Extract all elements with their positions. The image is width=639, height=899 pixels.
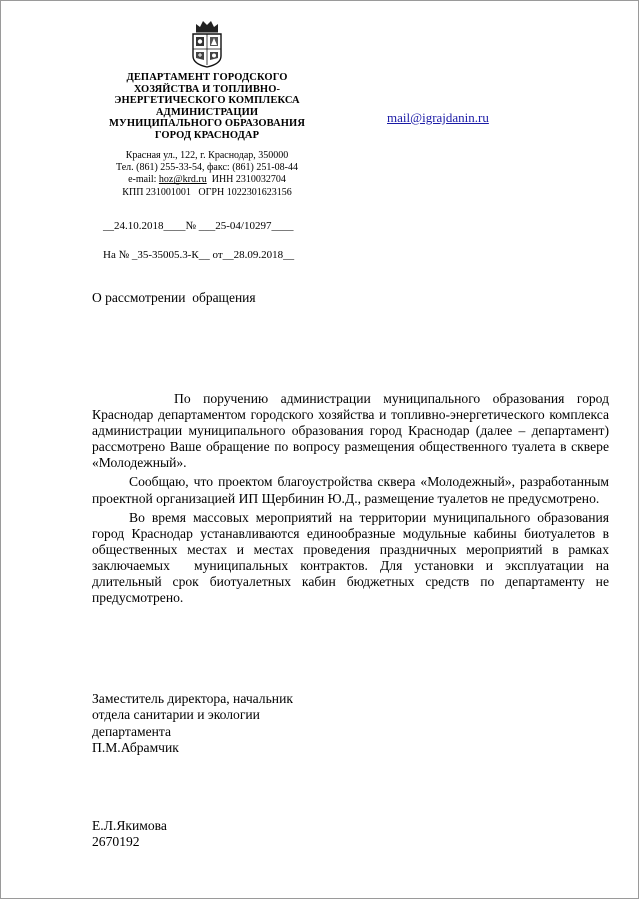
signature-block [92,691,293,757]
executor-block [92,818,167,851]
signatory-name: П.М.Абрамчик [92,740,179,756]
department-email-link[interactable]: hoz@krd.ru [158,174,207,186]
letter-subject: О рассмотрении обращения [92,290,256,305]
body-paragraph: Во время массовых мероприятий на территории муниципального образования город Краснодар устанавливаются единообразные модульные кабины биотуалетов в общественных местах и местах проведения праздничных мероприятий в рамках заключаемых муниципальных контрактов. Для установки и эксплуатации на длительный срок биотуалетных кабин бюджетных средств по департаменту не предусмотрено. [92,509,613,606]
body-paragraph: Сообщаю, что проектом благоустройства сквера «Молодежный», разработанным проектной организацией ИП Щербинин Ю.Д., размещение туалетов не предусмотрено. [92,474,609,506]
executor-name: Е.Л.Якимова [92,818,167,833]
org-line: ЭНЕРГЕТИЧЕСКОГО КОМПЛЕКСА [114,95,300,107]
signature-line: отдела санитарии и экологии [92,707,260,723]
phone-fax: Тел. (861) 255-33-54, факс: (861) 251-08-44 [115,162,299,174]
address: Красная ул., 122, г. Краснодар, 350000 [125,150,289,161]
letter-body [92,391,613,606]
kpp-ogrn: КПП 231001001 ОГРН 1022301623156 [122,186,292,198]
department-name [89,72,325,142]
department-contacts [89,150,325,199]
signature-line: Заместитель директора, начальник [92,691,293,706]
org-line: ДЕПАРТАМЕНТ ГОРОДСКОГО [126,72,288,83]
org-line: ГОРОД КРАСНОДАР [154,129,260,141]
signature-line: департамента [92,723,172,739]
recipient-email-link[interactable]: mail@igrajdanin.ru [387,110,489,125]
org-line: ХОЗЯЙСТВА И ТОПЛИВНО- [133,83,281,95]
org-line: МУНИЦИПАЛЬНОГО ОБРАЗОВАНИЯ [109,118,305,130]
inn: ИНН 2310032704 [206,174,286,186]
email-inn-line [89,174,325,186]
coat-of-arms-icon [190,18,224,68]
body-paragraph: По поручению администрации муниципального образования город Краснодар департаментом городского хозяйства и топливно-энергетического комплекса администрации муниципального образования город Краснодар (далее – департамент) рассмотрено Ваше обращение по вопросу размещения общественного туалета в сквере «Молодежный». [92,391,609,471]
incoming-reference: На № _35-35005.3-К__ от__28.09.2018__ [103,249,295,261]
executor-phone: 2670192 [92,834,140,850]
org-line: АДМИНИСТРАЦИИ [155,106,259,118]
email-prefix: e-mail: [128,174,159,186]
outgoing-number: __24.10.2018____№ ___25-04/10297____ [103,220,294,232]
